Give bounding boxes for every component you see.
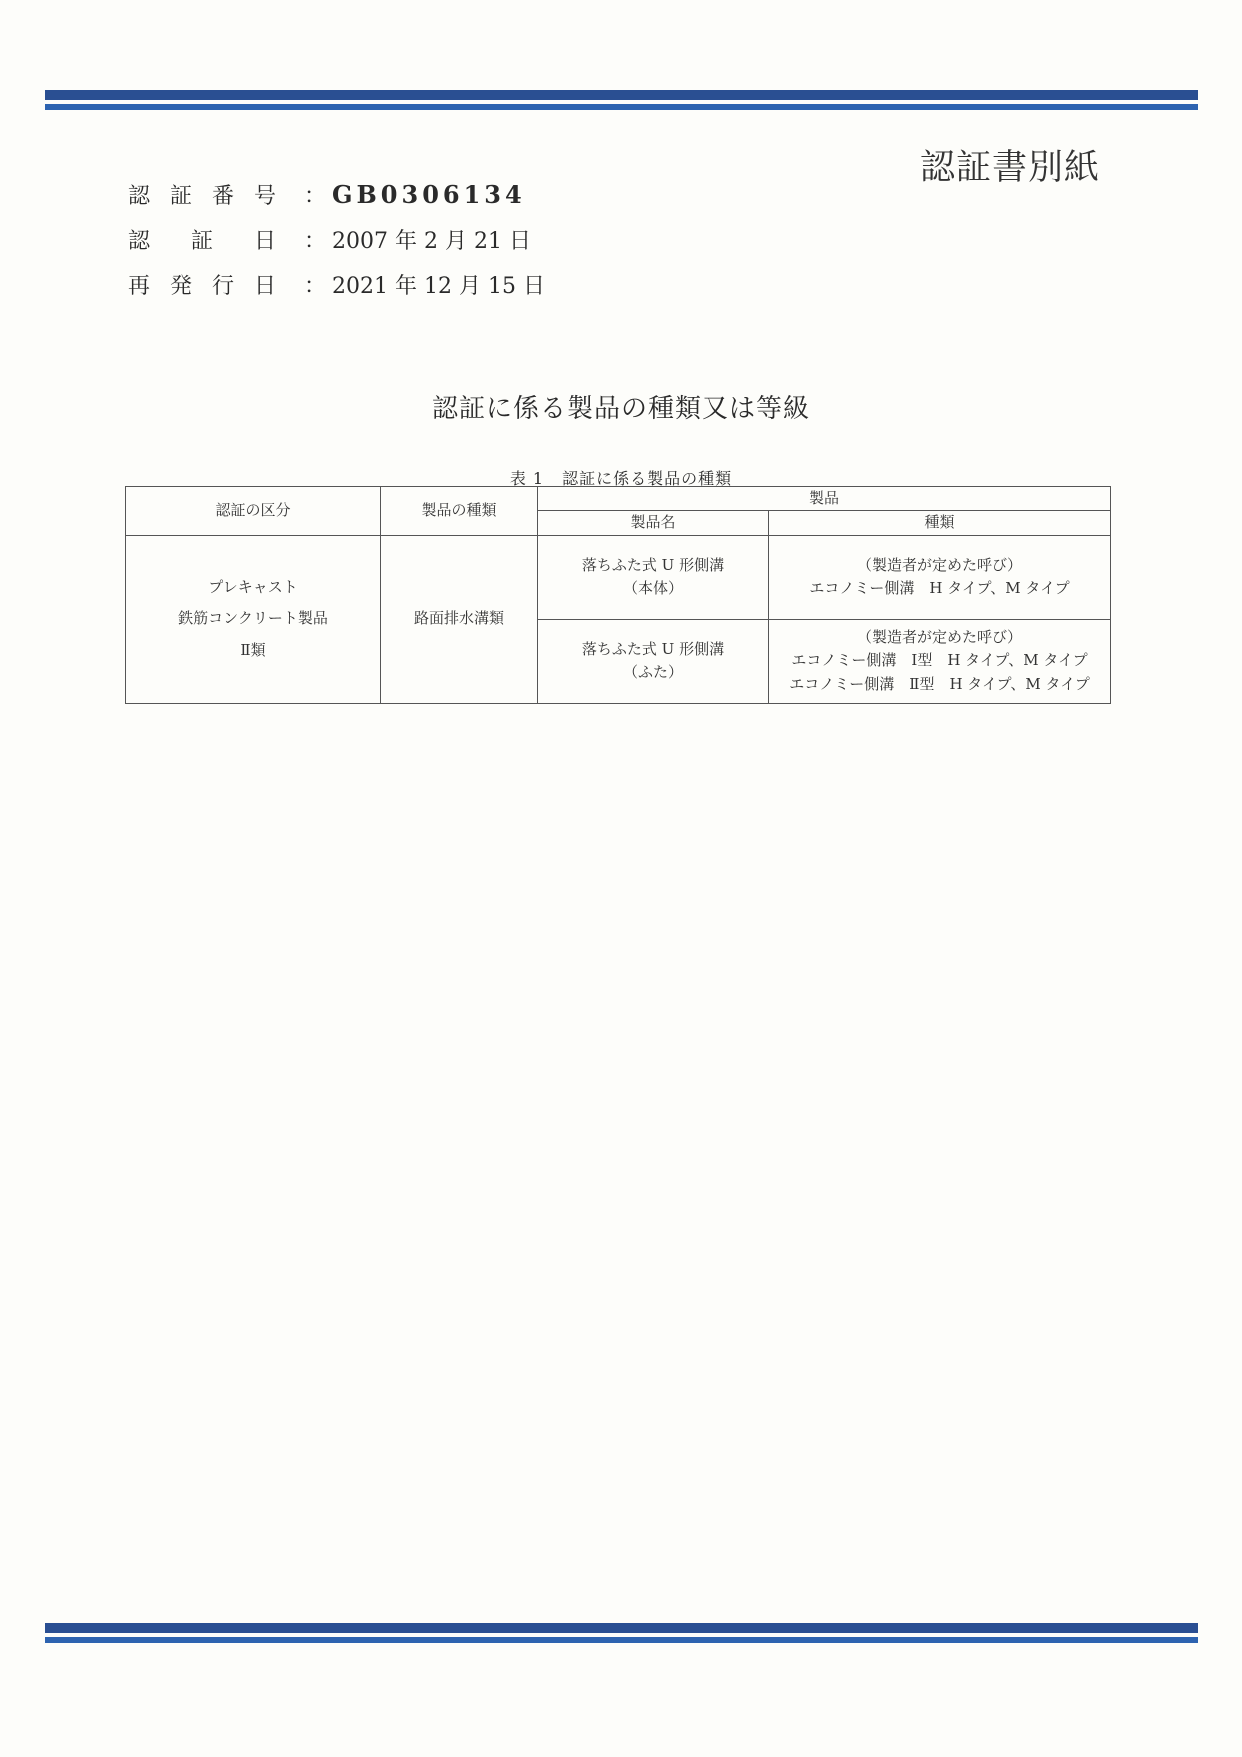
reissue-date-label: 再 発 行 日 <box>128 274 276 299</box>
product-name-cell: 落ちふた式 U 形側溝 （本体） <box>538 535 769 619</box>
product-name-cell: 落ちふた式 U 形側溝 （ふた） <box>538 619 769 703</box>
cert-number-row <box>128 172 545 217</box>
product-type-cell: 路面排水溝類 <box>381 535 538 703</box>
header-product-name: 製品名 <box>538 511 769 535</box>
table-caption-text: 認証に係る製品の種類 <box>562 469 733 488</box>
section-heading: 認証に係る製品の種類又は等級 <box>431 394 810 424</box>
reissue-date-value: 2021 年 12 月 15 日 <box>332 274 545 299</box>
colon: ： <box>304 229 327 254</box>
document-title: 認証書別紙 <box>920 148 1101 188</box>
header-product-type: 製品の種類 <box>381 487 538 536</box>
header-category: 認証の区分 <box>126 487 381 536</box>
header-kind: 種類 <box>769 511 1111 535</box>
certification-table <box>125 486 1111 704</box>
cert-date-value: 2007 年 2 月 21 日 <box>332 229 531 254</box>
cert-number-label: 認 証 番 号 <box>128 184 276 209</box>
table-row <box>126 535 1111 619</box>
certificate-meta <box>128 172 545 307</box>
colon: ： <box>304 274 327 299</box>
cert-date-label: 認 証 日 <box>128 229 276 254</box>
kind-cell: （製造者が定めた呼び） エコノミー側溝 Ⅰ型 H タイプ、M タイプ エコノミー側溝 Ⅱ型 H タイプ、M タイプ <box>769 619 1111 703</box>
cert-date-row <box>128 217 545 262</box>
category-cell: プレキャスト 鉄筋コンクリート製品 Ⅱ類 <box>126 535 381 703</box>
colon: ： <box>304 184 327 209</box>
kind-cell: （製造者が定めた呼び） エコノミー側溝 H タイプ、M タイプ <box>769 535 1111 619</box>
reissue-date-row <box>128 262 545 307</box>
table-caption-number: 表 1 <box>509 469 545 488</box>
cert-number-value: GB0306134 <box>332 180 526 209</box>
top-decorative-band <box>45 90 1198 110</box>
header-product: 製品 <box>538 487 1111 511</box>
bottom-decorative-band <box>45 1623 1198 1643</box>
